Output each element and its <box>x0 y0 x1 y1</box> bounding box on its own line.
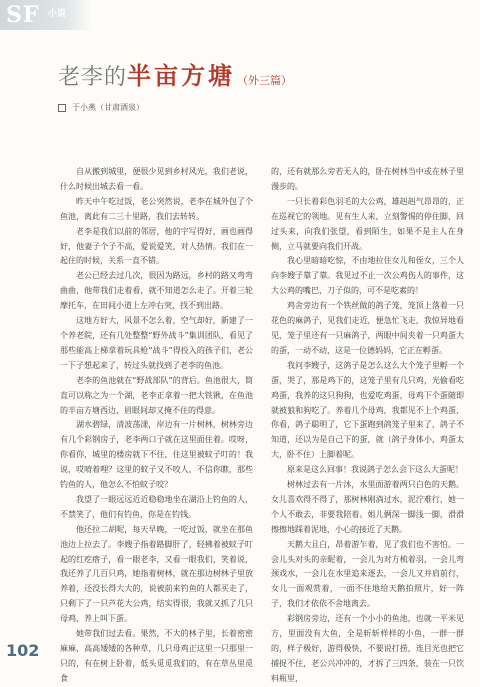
article-body <box>60 165 464 683</box>
page-number: 102 <box>6 641 40 660</box>
paragraph: 自从搬到城里，便很少见到乡村风光，我们老说，什么时候出城去看一看。 <box>60 167 253 191</box>
logo-text: SF <box>6 2 40 28</box>
paragraph: 湖水碧绿，清波荡漾，岸边有一片树林，树林旁边有几个彩钢房子，老李两口子就在这里面住着。哎呀，你看你，城里的楼房就下不住，住这里被蚊子叮的！我说，哎唷着哩？这里的蚊子又不咬人，不信你瞧，那些钓鱼的人，他怎么不怕蚊子咬？ <box>60 420 253 490</box>
paragraph: 天鹅大且白，昂着游乍着，见了我们也不害怕。一会儿头对头的亲昵着，一会儿为对方梳着羽，一会儿弯颈戏水，一会儿在水里追来逐去，一会儿又并肩前行，女儿一面观赏着，一面不住地给天鹅拍照片，好一阵子，我们才依依不舍地离去。 <box>271 539 464 609</box>
paragraph: 原来是这么回事！我说鸽子怎么会下这么大蛋呢！ <box>287 465 463 475</box>
title-part: （外三篇） <box>237 74 293 87</box>
title-emphasis: 半亩方塘 <box>127 62 236 90</box>
paragraph: 彩钢房旁边，还有一个小小的鱼池，也就一平米见方，里面没有大鱼，全是斩斩样样的小鱼，一群一群的，样子极好，游得极快，不要说打捞，连目光也把它捕捉不住，老公兴冲冲的，才拆了三四条，装在一只饮料瓶里， <box>271 614 464 683</box>
byline-box-icon <box>58 104 66 112</box>
right-column <box>271 165 464 683</box>
paragraph: 我问李嫂子，这鸽子是怎么这么大个笼子里孵一个蛋，哭了，那是鸡下的，这笼子里有几只鸡，光偷看吃鸡蛋，我养的这只狗狗，也爱吃鸡蛋，母鸡下个蛋随即就被狼和狗吃了。养着几个母鸡，我都见不上个鸡蛋，你看，鸽子聪明了，它下蛋跑到鸽笼子里来了，鸽子不知道，还以为是自己下的蛋，就（鸽子身体小，鸡蛋太大，卧不住）上脚着呢。 <box>271 360 464 460</box>
paragraph: 我望了一眼远远近近稳稳地坐在湖沿上钓鱼的人，不禁笑了，他们有钓鱼，你是在钓钱。 <box>60 494 253 519</box>
article-title <box>58 56 292 91</box>
paragraph: 老公已经去过几次，很因为路远，乡村的路又弯弯曲曲，他带我们走着看，就不知道怎么走了。开着三轮摩托车，在田间小道上左冲右突，找不到出路。 <box>60 271 253 311</box>
paragraph: 鸡舍旁边有一个铁丝做的鸽子笼，笼顶上落着一只花色的麻鸽子，见我们走近，便急忙飞走，我惊异地看见，笼子里还有一只麻鸽子，两眼中间夹着一只鸡蛋大的蛋，一动不动，这是一位德妈妈，它正在孵蛋。 <box>271 301 464 355</box>
logo-subtext: 小说 <box>48 9 67 19</box>
paragraph: 老李的鱼池就在“野战部队”的背后。鱼池很大，简直可以称之为一个湖，老李正拿着一把大铁锹，在鱼池的半亩方塘西边，眉眼间却又掩不住的得意。 <box>60 375 253 415</box>
author-name: 于小燕（甘肃酒泉） <box>72 103 144 112</box>
paragraph: 这地方好大，风景不怎么着，空气却好，新建了一个养老院，还有几处整整“野外战斗”集训团队，看见了那些能高上梯拿着玩具枪“战斗”得投入的孩子们，老公一下子想起来了，转过头就找到了老李的鱼池。 <box>60 316 253 370</box>
left-column <box>60 165 253 683</box>
paragraph: 老李是我们以前的邻居，他的字写得好，画也画得好，他妻子个子不高，爱说爱笑，对人热情。我们在一起住的时候，关系一直不错。 <box>60 226 253 266</box>
magazine-logo <box>0 0 92 30</box>
title-plain: 老李的 <box>58 65 128 90</box>
paragraph: 的，还有就那么旁若无人的，卧在树林当中或在林子里漫步的。 <box>271 167 464 191</box>
paragraph: 他还拉二胡呢，每天早晚，一吃过饭，就坐在那鱼池边上拉去了。李嫂子指着路脚肝了，轻拂着被蚊子叮起的红疙瘩子，看一眼老李，又看一眼我们，笑着说，我还养了几百只鸡，她指着树林，就在那边树林子里放养着，还没长得大大的，说被前来钓鱼的人都买走了，只剩下了一只芦花大公鸡，结实得很，我就又抓了几只母鸡，养上叫下蛋。 <box>60 524 253 624</box>
paragraph: 一只长着彩色羽毛的大公鸡，雄赳赳气昂昂的，正在巡视它的领地。见有生人来，立刻警惕的停住脚，回过头来，向我们张望，看到陌生，如果不是主人在身侧，立马就要向我们开战。 <box>271 196 464 251</box>
paragraph: 她带我们过去看。果然，不大的林子里，长着密密麻麻，高高矮矮的各种草，几只母鸡正这里一只那里一只的，有在树上卧着，低头觅觅我们的，有在草丛里觅食 <box>60 629 253 683</box>
paragraph: 昨天中午吃过饭，老公突然说，老李在城外包了个鱼池，离此有二三十里路，我们去转转。 <box>60 196 253 221</box>
paragraph: 树林过去有一片沐，水里面游着两只白色的天鹅。女儿喜欢得不得了，那树林刚淌过水，泥泞难行，她一个人不敢去，非要我陪着。姐儿俩深一脚浅一脚，滑滑擦擦地踩着泥地，小心的接近了天鹅。 <box>271 480 464 534</box>
author-byline <box>58 102 144 113</box>
paragraph: 我心里暗暗吃惊，不由地拉住女儿和侄女，三个人向李嫂子靠了靠。我见过不止一次公鸡伤人的事件，这大公鸡的嘴巴，刀子似的，可不是吃素的！ <box>271 256 464 296</box>
